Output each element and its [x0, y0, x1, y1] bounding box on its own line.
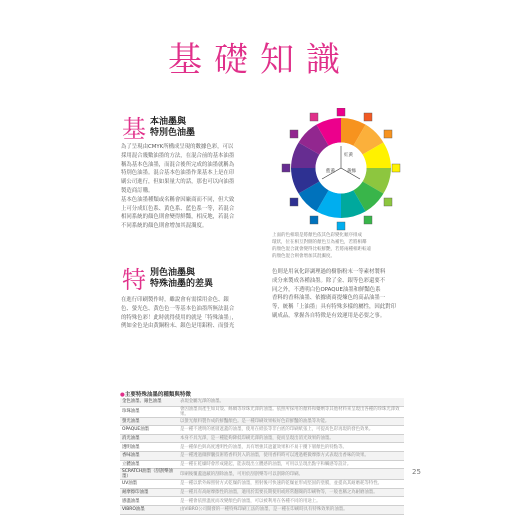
table-row	[120, 460, 404, 469]
wheel-label: 黃綠	[347, 169, 356, 174]
ink-name: SCRATCH油墨（刮刮樂油墨）	[120, 469, 178, 480]
wheel-label: 紅黃	[344, 153, 353, 158]
ink-description: 是一種透過微膠囊技術將香料封入的油墨，使用香料時可以透過輕微摩擦方式表現出香味的效果。	[178, 451, 404, 460]
ink-name: 立體油墨	[120, 460, 178, 469]
body-line: 特別色油墨。混合基本色油墨作業基本上是在印	[121, 170, 235, 177]
ink-name: 透明油墨	[120, 443, 178, 452]
section1-title-line: 本油墨與	[150, 117, 187, 127]
ink-description: 是一種在乾燥時會形成隆起，能表現出立體感的油墨，可用以呈現出點字和觸感等設計。	[178, 460, 404, 469]
ink-name: 香味油墨	[120, 451, 178, 460]
body-line: 在進行印刷製作時，雖說會有需採用金色、銀	[121, 297, 229, 303]
ink-description: 表現金屬光澤的油墨。	[178, 398, 404, 406]
table-row	[120, 505, 404, 514]
table-row	[120, 434, 404, 443]
special-ink-table	[120, 398, 404, 515]
ink-description: 本身不具光澤，是一種能夠降低印刷光澤的油墨，從而呈現出消光效果的油墨。	[178, 434, 404, 443]
ink-name: 感溫油墨	[120, 497, 178, 506]
ink-description: 由VIBRO公司開發的一種特殊印刷工法的油墨，是一種在印刷時具有特殊效果的油墨。	[178, 505, 404, 514]
caption-line: 的顏色混合則會增加其混濁度。	[272, 254, 335, 259]
table-row	[120, 406, 404, 417]
ink-name: OPAQUE油墨	[120, 426, 178, 435]
table-row	[120, 417, 404, 426]
ink-name: 珍珠油墨	[120, 406, 178, 417]
body-line: 香料的香料油墨、依據廣商提煉色的高品油墨一	[272, 295, 386, 302]
section2-body-right	[272, 268, 396, 321]
table-heading-text: 主要特殊油墨的種類與特徵	[124, 392, 191, 398]
caption-line: 的顏色混合就會變得比較鮮艷，若將兩種相距較遠	[272, 247, 371, 252]
ink-name: 消光油墨	[120, 434, 178, 443]
body-line: 稱為基本色油墨，而混合後所完成的油墨就稱為	[121, 161, 235, 168]
table-row	[120, 480, 404, 489]
section1-title-line: 特別色油墨	[150, 128, 196, 138]
ink-description: 是一種具有高耐摩擦性的油墨，適用於需要長期使用或經常翻閱的印刷物等，一般也稱之為耐磨油墨。	[178, 488, 404, 497]
section2-title	[150, 268, 213, 290]
section1-body	[121, 143, 234, 231]
caption-line: 環狀，位在相互對側的顏色互為補色，若將相鄰	[272, 240, 367, 245]
body-line: 成分來製成各種油墨。除了金、銀等色彩還要不	[272, 277, 386, 284]
body-line: 刷成品，掌握各自特徵是有效運用是必要之事。	[272, 312, 386, 319]
body-line: 相同系統的顏色則會變得鮮豔，相反地，若混合	[121, 214, 235, 221]
table-row	[120, 451, 404, 460]
section2-body-left	[121, 296, 237, 331]
body-line: 為了呈現由CMYK所構成呈現的數據色彩，可以	[121, 144, 234, 150]
table-row	[120, 488, 404, 497]
section1-heading	[122, 117, 195, 141]
section2-title-line: 特殊油墨的差異	[150, 279, 214, 289]
section2-title-line: 別色油墨與	[150, 268, 196, 278]
page-number: 25	[412, 468, 421, 476]
section1-title	[150, 117, 195, 139]
ink-description: 是一種會依照溫度而改變顏色的油墨，可以被利用在各種不同的用途上。	[178, 497, 404, 506]
table-row	[120, 443, 404, 452]
ink-description: 是一種不透明的底層遮蓋的油墨，使用在紙張等非白底的印刷紙張上，可提高色彩再現的發色效果。	[178, 426, 404, 435]
body-line: 採用混合幾數油墨的方法，在混合前的基本油墨	[121, 152, 235, 159]
wheel-caption	[272, 232, 371, 260]
section2-initial: 特	[122, 266, 146, 294]
body-line: 刷公司進行，但如果量大的話，那也可以向油墨	[121, 179, 235, 186]
ink-name: 螢光油墨	[120, 417, 178, 426]
color-wheel-diagram	[266, 108, 416, 233]
ink-name: UV油墨	[120, 480, 178, 489]
body-line: 基本色油墨種類或名稱會因廠商而不同，但大致	[121, 196, 235, 203]
body-line: 等，統稱「上油墨」具有特殊多樣的屬性，因此對印	[272, 304, 396, 311]
wheel-label: 藍黃	[326, 169, 335, 174]
body-line: 例如金色是由黃銅粉末、銀色是用鋁粉、而螢光	[121, 323, 235, 330]
ink-description: 是一種保色與高度透明性的油墨，具有增強其遮蓋效果和不易干擾下層顏色的特點等。	[178, 443, 404, 452]
body-line: 上可分成紅色系、黃色系、藍色系一等，若混合	[121, 205, 235, 212]
ink-name: VIBRO油墨	[120, 505, 178, 514]
table-heading	[120, 390, 191, 398]
body-line: 同之外，不透明白色OPAQUE油墨和鮮豔色系	[272, 286, 381, 293]
table-row	[120, 426, 404, 435]
section2-heading	[122, 268, 213, 292]
section1-initial: 基	[122, 115, 146, 143]
page-title: 基礎知識	[168, 40, 352, 80]
ink-description: 印刷後覆蓋遮蔽的刮除油墨，可用於刮刮樂等可以刮除的印刷。	[178, 469, 404, 480]
ink-description: 會因油墨而產生如貝殼、絲綢等珍珠光澤的油墨。依照所採用的顏料和藥劑等其他材料來呈現出各種的珍珠光澤效果。	[178, 406, 404, 417]
body-line: 色、螢光色、黃色色一等基本色油墨所無法混合	[121, 305, 235, 312]
table-row	[120, 497, 404, 506]
body-line: 色則是用氧化鋅調理過的樹脂粉末一等素材製料	[272, 269, 386, 275]
ink-description: 以螢光顏料製作成的鮮豔顏色。是一種印刷效果較好色彩鮮豔的油墨等功能。	[178, 417, 404, 426]
ink-name: 金色油墨、銀色油墨	[120, 398, 178, 406]
caption-line: 上面的色相環是將顏色依其色彩變化順序排成	[272, 233, 362, 238]
table-row	[120, 469, 404, 480]
table-row	[120, 398, 404, 406]
ink-name: 耐摩擦印油墨	[120, 488, 178, 497]
bullet-icon: ●	[120, 392, 125, 398]
ink-description: 是一種以紫外線照射方式乾燥的油墨，照射後可快速的乾燥並形成堅固的塗膜，並提高其耐磨耗等特性。	[178, 480, 404, 489]
body-line: 不同系統的顏色則會增加其混濁度。	[121, 223, 208, 230]
body-line: 的特殊色彩！此時就得使用的就是「特殊油墨」，	[121, 314, 237, 321]
body-line: 製造商訂購。	[121, 187, 154, 194]
